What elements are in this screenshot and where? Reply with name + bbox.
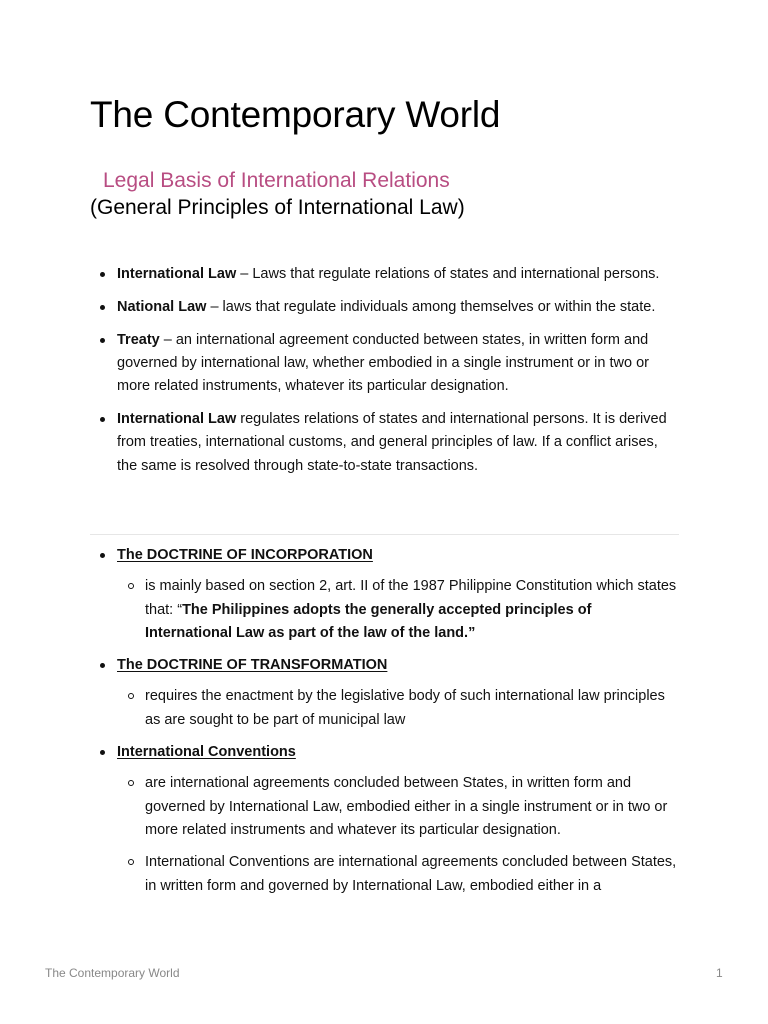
sub-item-text: is mainly based on section 2, art. II of the 1987 Philippine Constitution which states that: “ [145, 578, 677, 618]
definitions-list [99, 263, 679, 487]
heading-incorporation: The DOCTRINE OF INCORPORATION [117, 547, 373, 563]
list-item [99, 329, 679, 399]
sub-item-text: are international agreements concluded between States, in written form and governed by International Law, embodied either in a single instrument or in two or more related instruments and whatever its particular designation. [145, 775, 668, 838]
page-number: 1 [716, 966, 723, 980]
sub-list-item [127, 851, 679, 898]
list-item [99, 263, 679, 286]
sub-list [127, 685, 679, 732]
term-label: International Law [117, 410, 237, 427]
term-definition: – laws that regulate individuals among themselves or within the state. [206, 298, 656, 315]
section-subtitle-secondary: (General Principles of International Law) [90, 196, 465, 219]
sub-list-item [127, 685, 679, 732]
term-label: International Law [117, 266, 237, 282]
page-title: The Contemporary World [90, 94, 501, 135]
sub-list [127, 772, 679, 897]
sub-list-item [127, 575, 679, 645]
list-item-incorporation [99, 544, 679, 645]
list-item [99, 408, 679, 478]
list-item-transformation [99, 654, 679, 732]
section-subtitle: Legal Basis of International Relations [103, 169, 450, 192]
term-label: Treaty [117, 331, 160, 348]
heading-conventions: International Conventions [117, 744, 296, 761]
doctrines-list [99, 544, 679, 907]
list-item [99, 296, 679, 319]
sub-list [127, 575, 679, 645]
term-definition: – an international agreement conducted between states, in written form and governed by international law, whether embodied in a single instrument or in two or more related instruments, whatever its particular designation. [117, 331, 649, 395]
term-definition: – Laws that regulate relations of states and international persons. [236, 266, 660, 282]
sub-item-text: requires the enactment by the legislative body of such international law principles as are sought to be part of municipal law [145, 688, 665, 728]
term-label: National Law [117, 298, 207, 315]
footer-title: The Contemporary World [45, 966, 180, 980]
list-item-conventions [99, 741, 679, 898]
section-divider [90, 534, 679, 535]
heading-transformation: The DOCTRINE OF TRANSFORMATION [117, 657, 388, 674]
sub-item-text: International Conventions are international agreements concluded between States, in written form and governed by International Law, embodied either in a [145, 854, 677, 894]
term-definition: regulates relations of states and international persons. It is derived from treaties, international customs, and general principles of law. If a conflict arises, the same is resolved through state-to-state transactions. [117, 410, 667, 474]
sub-list-item [127, 772, 679, 842]
constitution-quote: The Philippines adopts the generally accepted principles of International Law as part of the law of the land.” [145, 601, 592, 641]
